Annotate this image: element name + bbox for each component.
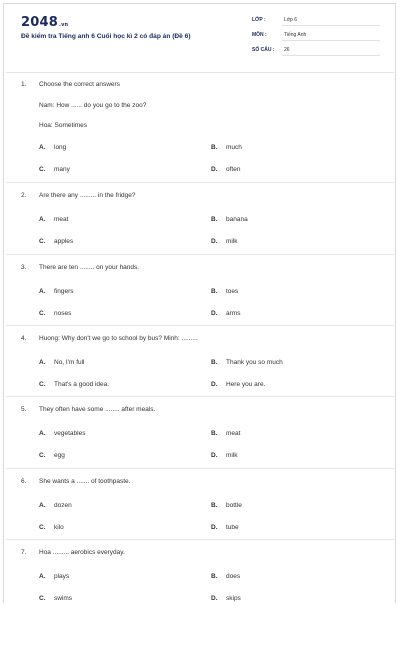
option-text[interactable]: does <box>226 573 241 580</box>
option-letter: C. <box>39 595 46 602</box>
option-letter: D. <box>211 238 218 245</box>
option-text[interactable]: Thank you so much <box>226 359 283 366</box>
option-text[interactable]: swims <box>54 595 73 602</box>
option-letter: A. <box>39 288 46 295</box>
option-letter: D. <box>211 381 218 388</box>
question-text: Nam: How ...... do you go to the zoo? <box>39 101 147 109</box>
option-letter: A. <box>39 573 46 580</box>
option-text[interactable]: vegetables <box>54 430 86 437</box>
option-text[interactable]: No, I'm full <box>54 359 85 366</box>
option-text[interactable]: plays <box>54 573 70 580</box>
logo-sub: .vn <box>58 22 69 28</box>
meta-value: Tiếng Anh <box>284 32 307 38</box>
header-divider <box>6 72 394 73</box>
option-text[interactable]: milk <box>226 452 238 459</box>
meta-underline <box>282 25 380 26</box>
question-divider <box>6 539 394 540</box>
option-letter: A. <box>39 359 46 366</box>
option-letter: B. <box>211 359 218 366</box>
site-logo[interactable] <box>21 15 68 30</box>
meta-value: 26 <box>284 47 290 53</box>
option-text[interactable]: banana <box>226 216 248 223</box>
option-text[interactable]: arms <box>226 310 241 317</box>
option-text[interactable]: long <box>54 144 67 151</box>
question-number: 6. <box>21 478 27 485</box>
option-text[interactable]: toes <box>226 288 239 295</box>
option-text[interactable]: meat <box>226 430 241 437</box>
question-text: Choose the correct answers <box>39 81 120 88</box>
option-text[interactable]: meat <box>54 216 69 223</box>
meta-label: LỚP : <box>252 17 266 23</box>
question-divider <box>6 325 394 326</box>
option-letter: B. <box>211 144 218 151</box>
logo-main: 2048 <box>21 15 58 30</box>
option-letter: A. <box>39 430 46 437</box>
option-letter: A. <box>39 216 46 223</box>
question-text: Huong: Why don't we go to school by bus? Minh: ......... <box>39 335 198 342</box>
question-number: 7. <box>21 549 27 556</box>
question-1 <box>0 81 400 181</box>
question-number: 4. <box>21 335 27 342</box>
option-text[interactable]: apples <box>54 238 74 245</box>
meta-underline <box>282 40 380 41</box>
option-text[interactable]: egg <box>54 452 65 459</box>
option-text[interactable]: bottle <box>226 502 242 509</box>
question-number: 3. <box>21 264 27 271</box>
question-divider <box>6 182 394 183</box>
meta-class <box>252 17 380 27</box>
option-letter: D. <box>211 524 218 531</box>
question-divider <box>6 468 394 469</box>
question-text: There are ten ........ on your hands. <box>39 264 140 271</box>
option-letter: D. <box>211 166 218 173</box>
option-text[interactable]: much <box>226 144 242 151</box>
option-text[interactable]: kilo <box>54 524 64 531</box>
meta-label: SỐ CÂU : <box>252 47 275 53</box>
option-letter: B. <box>211 573 218 580</box>
option-letter: B. <box>211 430 218 437</box>
question-text: Hoa ......... aerobics everyday. <box>39 549 125 556</box>
document-header <box>0 0 400 72</box>
question-7 <box>0 549 400 649</box>
option-text[interactable]: often <box>226 166 241 173</box>
option-letter: C. <box>39 452 46 459</box>
option-text[interactable]: dozen <box>54 502 72 509</box>
option-text[interactable]: noses <box>54 310 72 317</box>
question-text: Hoa: Sometimes <box>39 122 88 129</box>
option-letter: A. <box>39 502 46 509</box>
option-letter: C. <box>39 381 46 388</box>
option-letter: C. <box>39 238 46 245</box>
option-text[interactable]: tube <box>226 524 239 531</box>
option-letter: D. <box>211 595 218 602</box>
option-letter: B. <box>211 502 218 509</box>
question-divider <box>6 254 394 255</box>
option-letter: D. <box>211 310 218 317</box>
option-letter: B. <box>211 288 218 295</box>
option-text[interactable]: many <box>54 166 70 173</box>
option-text[interactable]: Here you are. <box>226 381 266 388</box>
question-divider <box>6 396 394 397</box>
question-text: She wants a ....... of toothpaste. <box>39 478 131 485</box>
meta-label: MÔN : <box>252 32 267 38</box>
option-text[interactable]: fingers <box>54 288 74 295</box>
meta-question-count <box>252 47 380 57</box>
meta-subject <box>252 32 380 42</box>
question-number: 5. <box>21 406 27 413</box>
question-number: 2. <box>21 192 27 199</box>
option-letter: D. <box>211 452 218 459</box>
option-letter: A. <box>39 144 46 151</box>
document-title: Đề kiểm tra Tiếng anh 6 Cuối học kì 2 có đáp án (Đề 6) <box>21 33 191 40</box>
question-text: They often have some ........ after meals. <box>39 406 156 413</box>
meta-underline <box>282 55 380 56</box>
question-text: Are there any ......... in the fridge? <box>39 192 136 199</box>
option-letter: C. <box>39 524 46 531</box>
question-number: 1. <box>21 81 27 88</box>
option-text[interactable]: skips <box>226 595 241 602</box>
option-letter: B. <box>211 216 218 223</box>
meta-value: Lớp 6 <box>284 17 298 23</box>
option-letter: C. <box>39 166 46 173</box>
option-text[interactable]: milk <box>226 238 238 245</box>
option-letter: C. <box>39 310 46 317</box>
option-text[interactable]: That's a good idea. <box>54 381 110 388</box>
